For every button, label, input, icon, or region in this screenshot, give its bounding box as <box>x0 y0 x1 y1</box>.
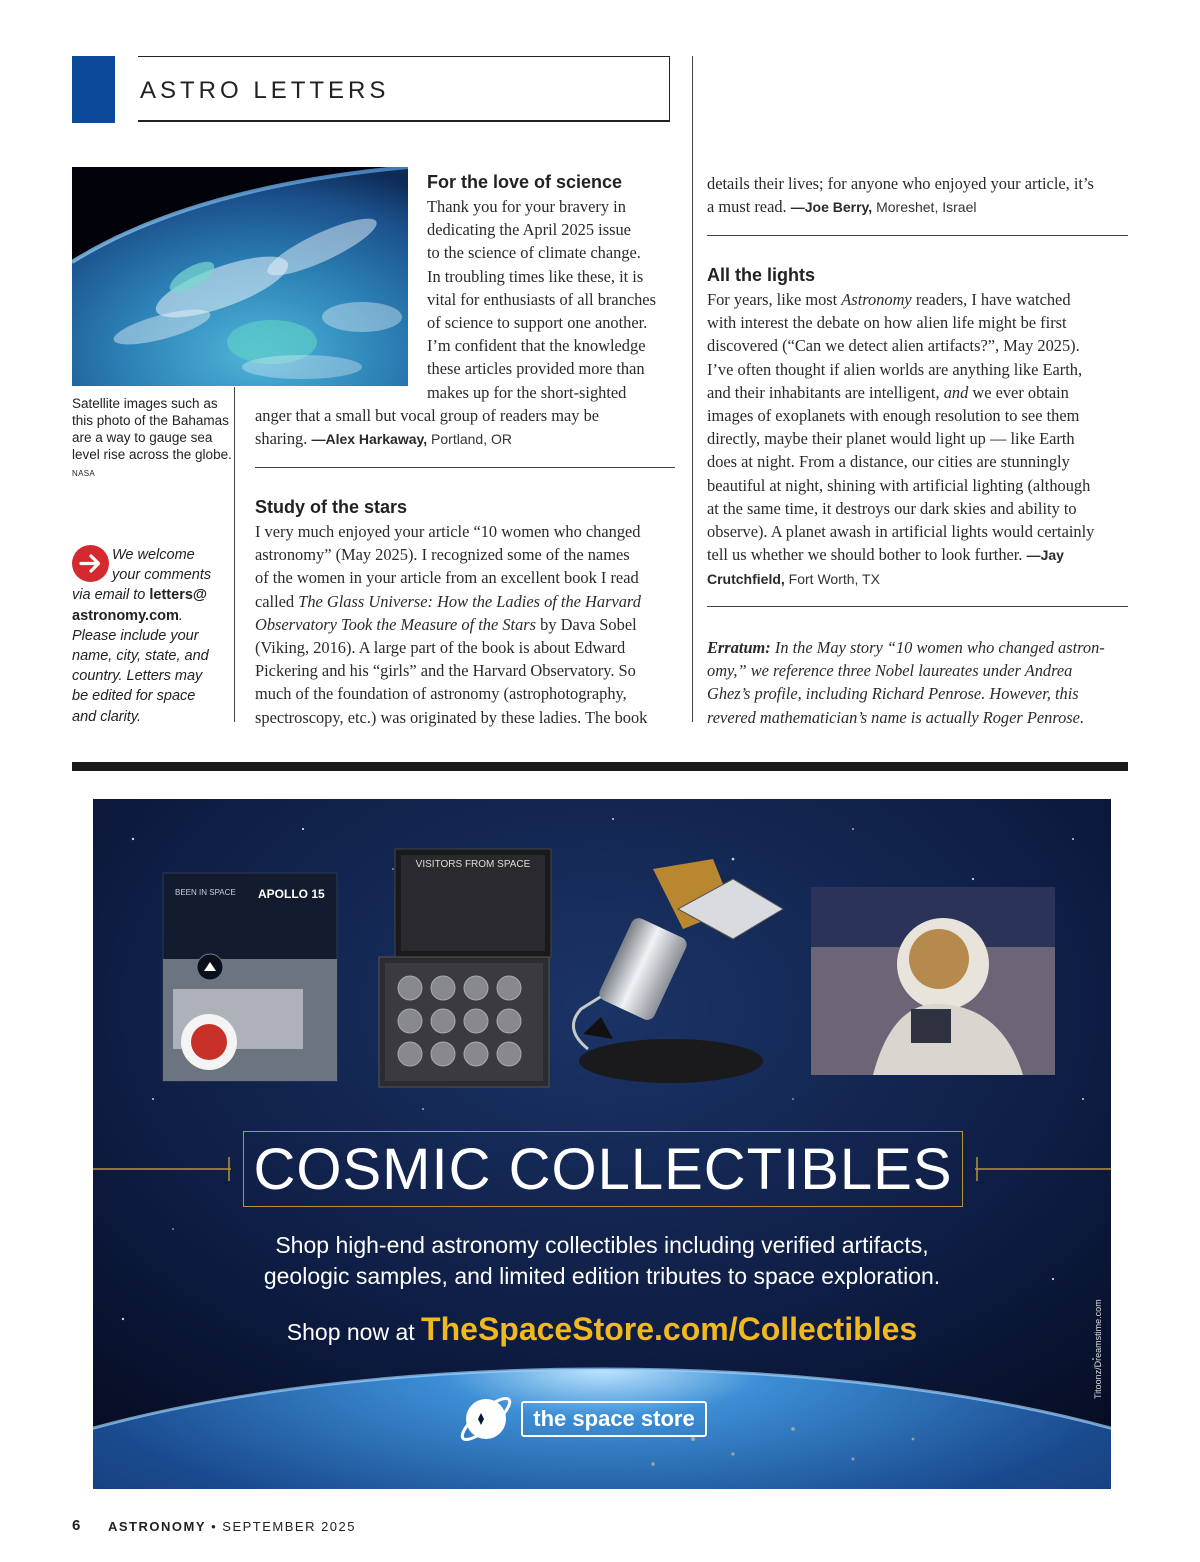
letter-separator <box>707 606 1128 607</box>
letter-heading-lights: All the lights <box>707 265 815 285</box>
ad-subtitle-line2: geologic samples, and limited edition tributes to space exploration. <box>263 1263 941 1289</box>
letter-signature: —Jay <box>1026 547 1064 564</box>
cosmic-collectibles-ad[interactable] <box>93 799 1111 1489</box>
photo-credit: NASA <box>72 469 95 478</box>
letter-location: Fort Worth, TX <box>784 571 880 588</box>
email-link-part1[interactable]: letters@ <box>149 587 208 604</box>
ad-top-bar <box>72 762 1128 771</box>
apollo-title: APOLLO 15 <box>258 887 325 901</box>
magazine-name: ASTRONOMY <box>108 1519 206 1534</box>
caption-text: Satellite images such as this photo of the Bahamas are a way to gauge sea level rise across the globe. <box>72 396 232 462</box>
section-title: ASTRO LETTERS <box>140 77 390 104</box>
letter-body-love: Thank you for your bravery in dedicating the April 2025 issue to the science of climate change. In troubling times like these, it is vital for enthusiasts of all branches of science to support one another. I’m confident that the knowledge these articles provided more than makes up for the short-sighted <box>427 197 656 402</box>
letter-signature: Crutchfield, <box>707 571 785 588</box>
column-divider-right <box>692 56 693 722</box>
bahamas-satellite-photo <box>72 167 408 386</box>
ad-title: COSMIC COLLECTIBLES <box>253 1137 953 1202</box>
ad-shop-prefix: Shop now at <box>286 1319 422 1345</box>
issue-date: SEPTEMBER 2025 <box>222 1519 356 1534</box>
astronaut-painting <box>811 887 1055 1075</box>
letter-body-stars-cont: details their lives; for anyone who enjoyed your article, it’s a must read. —Joe Berry, Moreshet, Israel <box>707 174 1094 217</box>
page-number: 6 <box>72 1517 81 1534</box>
erratum-label: Erratum: <box>707 638 771 657</box>
letter-body-love-wide: anger that a small but vocal group of readers may be sharing. —Alex Harkaway, Portland, OR <box>255 406 600 449</box>
section-color-block <box>72 56 115 123</box>
ad-shop-url-link[interactable]: TheSpaceStore.com/Collectibles <box>421 1311 918 1347</box>
ad-shop-line <box>93 1311 1111 1348</box>
comments-invite: We welcome your comments via email to letters@ astronomy.com. Please include your name, city, state, and country. Letters may be edited for space and clarity. <box>72 547 212 725</box>
email-link-part2[interactable]: astronomy.com <box>72 607 179 624</box>
letter-body-lights: For years, like most Astronomy readers, I have watched with interest the debate on how alien life might be first discovered (“Can we detect alien artifacts?”, May 2025). I’ve often thought if alien worlds are anything like Earth, and their inhabitants are intelligent, and we ever obtain images of exoplanets with enough resolution to see them directly, maybe their planet would light up — like Earth does at night. From a distance, our cities are stunningly beautiful at night, shining with artificial lighting (although at the same time, it destroys our dark skies and ability to observe). A planet awash in artificial lights would certainly tell us whether we should bother to look further. —Jay Crutchfield, Fort Worth, TX <box>707 290 1095 588</box>
space-store-logo[interactable]: the space store <box>521 1401 707 1437</box>
ad-title-frame <box>243 1131 963 1207</box>
meteorite-display-box <box>379 849 551 1087</box>
letter-separator <box>255 467 675 468</box>
box-title: VISITORS FROM SPACE <box>415 859 531 870</box>
ad-subtitle-line1: Shop high-end astronomy collectibles including verified artifacts, <box>275 1232 929 1258</box>
ad-photo-credit: Titoonz/Dreamstime.com <box>1093 1299 1103 1399</box>
letter-location: Moreshet, Israel <box>872 199 977 216</box>
apollo-15-card <box>163 873 337 1081</box>
photo-caption <box>72 395 232 482</box>
letter-signature: —Alex Harkaway, <box>311 431 428 448</box>
letter-separator <box>707 235 1128 236</box>
letter-signature: —Joe Berry, <box>790 199 873 216</box>
letter-body-stars: I very much enjoyed your article “10 women who changed astronomy” (May 2025). I recognized some of the names of the women in your article from an excellent book I read called The Glass Universe: How the Ladies of the Harvard Observatory Took the Measure of the Stars by Dava Sobel (Viking, 2016). A large part of the book is about Edward Pickering and his “girls” and the Harvard Observatory. So much of the foundation of astronomy (astrophotography, spectroscopy, etc.) was originated by these ladies. The book <box>255 522 648 727</box>
letter-heading-love: For the love of science <box>427 172 623 192</box>
footer-issue-line: ASTRONOMY • SEPTEMBER 2025 <box>108 1519 356 1534</box>
erratum-note: Erratum: In the May story “10 women who changed astron- omy,” we reference three Nobel laureates under Andrea Ghez’s profile, including Richard Penrose. However, this revered mathematician’s name is actually Roger Penrose. <box>707 638 1105 727</box>
column-divider-left <box>234 387 235 722</box>
letter-location: Portland, OR <box>427 431 512 448</box>
letter-heading-stars: Study of the stars <box>255 497 408 517</box>
apollo-brand: BEEN IN SPACE <box>175 888 236 897</box>
